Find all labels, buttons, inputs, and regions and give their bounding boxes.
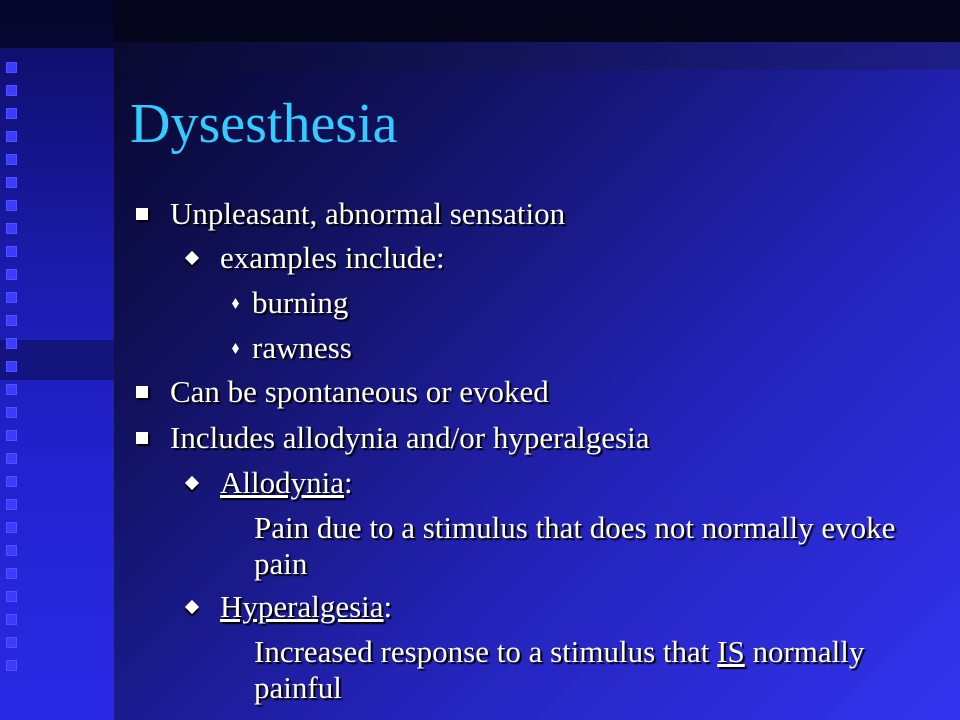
square-bullet-icon xyxy=(136,208,148,220)
decorative-square xyxy=(6,269,17,280)
decorative-square xyxy=(6,637,17,648)
term-allodynia: Allodynia xyxy=(220,465,344,500)
decorative-square xyxy=(6,131,17,142)
definition-part: normally painful xyxy=(254,634,865,705)
decorative-square xyxy=(6,292,17,303)
sub-sub-bullet-item xyxy=(252,330,352,366)
bullet-text: Can be spontaneous or evoked xyxy=(170,374,549,409)
definition-part: Increased response to a stimulus that xyxy=(254,634,718,669)
definition-text xyxy=(254,634,934,706)
top-gradient-band xyxy=(114,42,960,70)
square-bullet-icon xyxy=(136,432,148,444)
decorative-square xyxy=(6,246,17,257)
decorative-square xyxy=(6,453,17,464)
square-bullet-icon xyxy=(136,386,148,398)
decorative-square xyxy=(6,568,17,579)
term-suffix: : xyxy=(344,465,353,500)
definition-text: Pain due to a stimulus that does not normally evoke pain xyxy=(254,510,896,581)
decorative-square xyxy=(6,200,17,211)
decorative-square xyxy=(6,108,17,119)
bullet-item xyxy=(170,420,649,456)
decorative-square xyxy=(6,591,17,602)
strip-dark-band xyxy=(0,0,114,48)
bullet-item xyxy=(170,374,549,410)
decorative-square xyxy=(6,315,17,326)
sub-bullet-item xyxy=(220,589,392,625)
definition-emphasis: IS xyxy=(717,634,745,669)
left-decorative-strip xyxy=(0,0,114,720)
sub-sub-bullet-text: rawness xyxy=(252,330,352,365)
bullet-text: Includes allodynia and/or hyperalgesia xyxy=(170,420,650,455)
decorative-square xyxy=(6,614,17,625)
decorative-square xyxy=(6,384,17,395)
decorative-square xyxy=(6,476,17,487)
decorative-square xyxy=(6,430,17,441)
decorative-square xyxy=(6,660,17,671)
decorative-square xyxy=(6,177,17,188)
sub-bullet-item xyxy=(220,240,445,276)
small-diamond-bullet-icon xyxy=(232,298,239,309)
decorative-square xyxy=(6,62,17,73)
sub-bullet-text: examples include: xyxy=(220,240,445,275)
term-suffix: : xyxy=(383,589,393,624)
diamond-bullet-icon xyxy=(185,251,199,265)
decorative-square xyxy=(6,522,17,533)
sub-bullet-item xyxy=(220,465,353,501)
small-diamond-bullet-icon xyxy=(232,343,239,354)
slide-title: Dysesthesia xyxy=(130,93,398,155)
decorative-square xyxy=(6,223,17,234)
decorative-square xyxy=(6,85,17,96)
decorative-square xyxy=(6,545,17,556)
term-hyperalgesia: Hyperalgesia xyxy=(220,589,384,624)
decorative-squares xyxy=(6,62,28,683)
bullet-text: Unpleasant, abnormal sensation xyxy=(170,196,566,231)
sub-sub-bullet-item xyxy=(252,285,348,321)
top-dark-band xyxy=(114,0,960,42)
decorative-square xyxy=(6,499,17,510)
sub-sub-bullet-text: burning xyxy=(252,285,349,320)
diamond-bullet-icon xyxy=(185,600,199,614)
diamond-bullet-icon xyxy=(185,476,199,490)
bullet-item xyxy=(170,196,565,232)
decorative-square xyxy=(6,407,17,418)
decorative-square xyxy=(6,338,17,349)
decorative-square xyxy=(6,154,17,165)
decorative-square xyxy=(6,361,17,372)
